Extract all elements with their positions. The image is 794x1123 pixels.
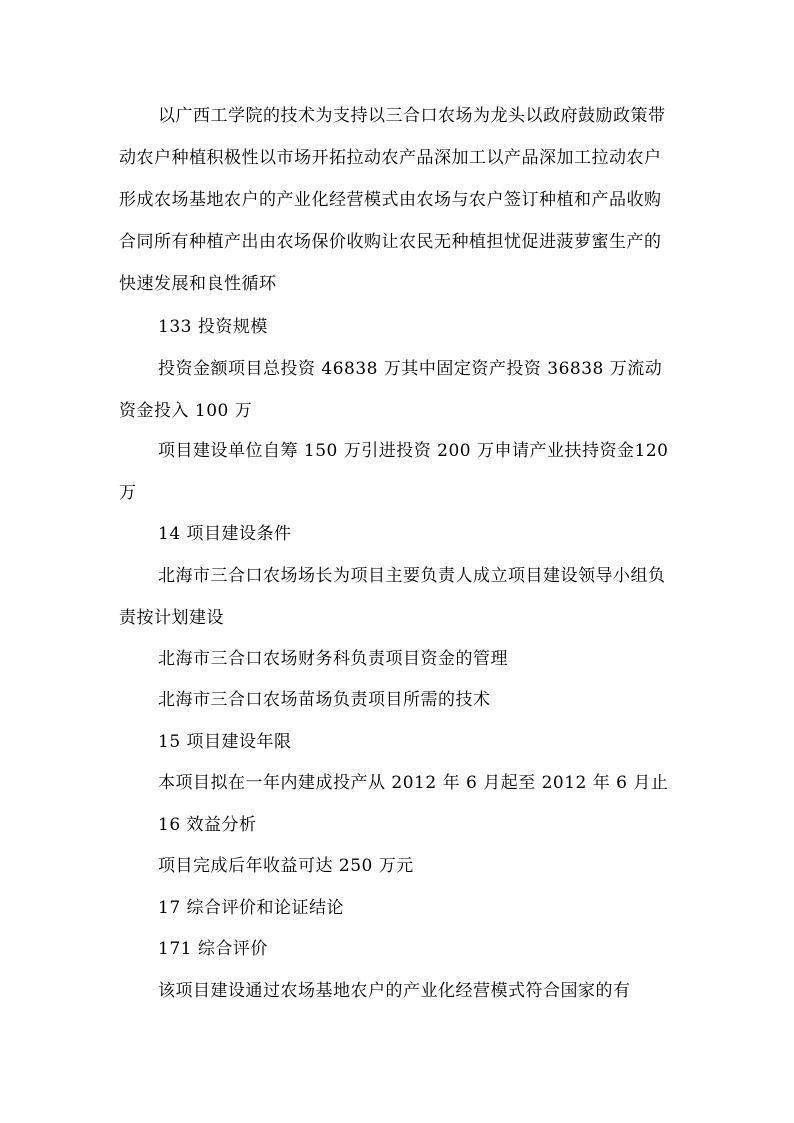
paragraph-project-leader: 北海市三合口农场场长为项目主要负责人成立项目建设领导小组负责按计划建设 [119, 566, 666, 628]
paragraph-funding-sources: 项目建设单位自筹 150 万引进投资 200 万申请产业扶持资金120 万 [119, 441, 669, 503]
heading-construction-period: 15 项目建设年限 [158, 732, 292, 752]
paragraph-evaluation-text: 该项目建设通过农场基地农户的产业化经营模式符合国家的有 [158, 981, 631, 1001]
paragraph-construction-period: 本项目拟在一年内建成投产从 2012 年 6 月起至 2012 年 6 月止 [158, 773, 669, 793]
heading-evaluation-conclusion: 17 综合评价和论证结论 [158, 898, 345, 918]
heading-investment-scale: 133 投资规模 [158, 317, 268, 337]
paragraph-nursery-technology: 北海市三合口农场苗场负责项目所需的技术 [158, 690, 491, 710]
paragraph-annual-income: 项目完成后年收益可达 250 万元 [158, 856, 414, 876]
heading-construction-conditions: 14 项目建设条件 [158, 524, 292, 544]
heading-comprehensive-evaluation: 171 综合评价 [158, 939, 268, 959]
paragraph-project-model: 以广西工学院的技术为支持以三合口农场为龙头以政府鼓励政策带动农户种植积极性以市场开拓拉动农产品深加工以产品深加工拉动农户形成农场基地农户的产业化经营模式由农场与农户签订种植和产品收购合同所有种植产出由农场保价收购让农民无种植担忧促进菠萝蜜生产的快速发展和良性循环 [119, 106, 666, 294]
heading-benefit-analysis: 16 效益分析 [158, 815, 257, 835]
paragraph-investment-amount: 投资金额项目总投资 46838 万其中固定资产投资 36838 万流动资金投入 100 万 [119, 359, 663, 421]
paragraph-finance-department: 北海市三合口农场财务科负责项目资金的管理 [158, 649, 508, 669]
